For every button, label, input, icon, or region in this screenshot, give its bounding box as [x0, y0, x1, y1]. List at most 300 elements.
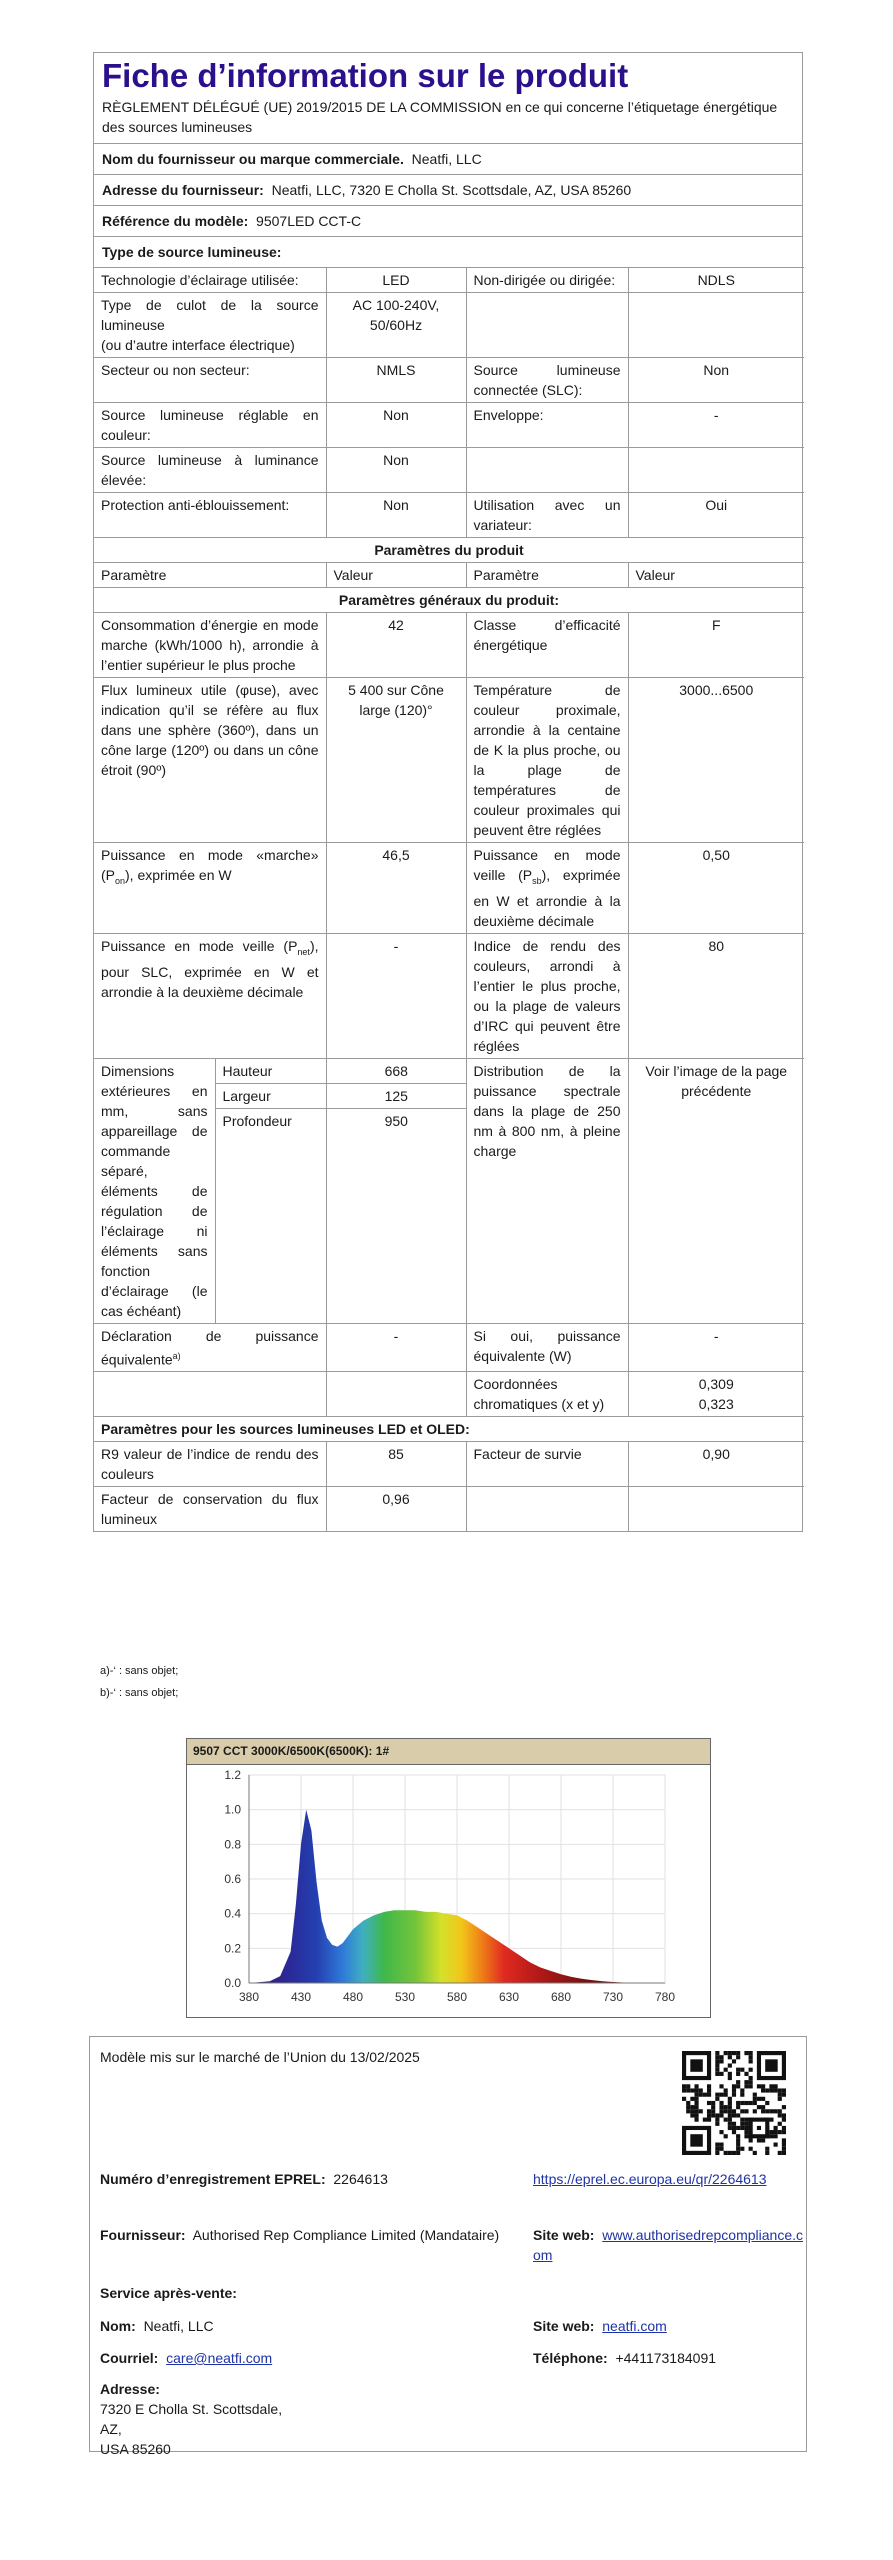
qr-module: [711, 2101, 715, 2105]
address-line-3: USA 85260: [100, 2441, 171, 2457]
qr-module: [732, 2084, 736, 2088]
qr-module: [719, 2101, 723, 2105]
qr-module: [774, 2109, 778, 2113]
qr-module: [694, 2093, 698, 2097]
qr-module: [715, 2147, 719, 2151]
qr-module: [707, 2113, 711, 2117]
model-label: Référence du modèle:: [102, 213, 249, 229]
page-title: Fiche d’information sur le produit: [102, 57, 629, 94]
market-supplier-value: Authorised Rep Compliance Limited (Mandataire): [192, 2227, 500, 2243]
name-label: Nom:: [100, 2318, 136, 2334]
standby-power-label: [466, 843, 628, 934]
qr-module: [765, 2151, 769, 2155]
supplier-info-row: [100, 2225, 500, 2245]
qr-module: [719, 2059, 723, 2063]
qr-module: [744, 2101, 748, 2105]
phone-label: Téléphone:: [533, 2350, 608, 2366]
qr-module: [686, 2088, 690, 2092]
qr-module: [749, 2068, 753, 2072]
qr-module: [682, 2088, 686, 2092]
qr-module: [736, 2138, 740, 2142]
qr-module: [736, 2068, 740, 2072]
qr-module: [728, 2055, 732, 2059]
qr-module: [736, 2084, 740, 2088]
consumption-label: Consommation d’énergie en mode marche (kWh/1000 h), arrondie à l’entier supérieur le plus proche: [94, 613, 326, 678]
qr-module: [715, 2063, 719, 2067]
col-header-param: Paramètre: [94, 563, 326, 588]
phone-value: +441173184091: [615, 2350, 717, 2366]
qr-module: [782, 2088, 786, 2092]
qr-module: [682, 2097, 686, 2101]
chroma-y: 0,323: [698, 1396, 734, 1413]
cap-value: AC 100-240V, 50/60Hz: [326, 293, 466, 358]
qr-module: [703, 2118, 707, 2122]
flux-value: 5 400 sur Cône large (120)°: [326, 678, 466, 843]
qr-module: [769, 2118, 773, 2122]
qr-module: [719, 2130, 723, 2134]
survival-label: Facteur de survie: [466, 1442, 628, 1487]
consumption-value: 42: [326, 613, 466, 678]
qr-module: [724, 2118, 728, 2122]
qr-module: [711, 2109, 715, 2113]
empty-cell: [466, 1487, 628, 1532]
qr-module: [744, 2134, 748, 2138]
qr-module: [740, 2101, 744, 2105]
address-line-2: AZ,: [100, 2421, 122, 2437]
glare-value: Non: [326, 493, 466, 538]
qr-module: [782, 2151, 786, 2155]
qr-module: [736, 2143, 740, 2147]
email-link[interactable]: care@neatfi.com: [166, 2350, 273, 2366]
after-sales-heading: Service après-vente:: [100, 2285, 237, 2301]
qr-module: [744, 2051, 748, 2055]
qr-module: [740, 2088, 744, 2092]
x-tick-label: 380: [238, 1990, 260, 2004]
address-label: Adresse du fournisseur:: [102, 182, 264, 198]
height-value: 668: [326, 1059, 466, 1084]
equivalent-power-value: -: [326, 1323, 466, 1372]
equiv-sup: a): [172, 1350, 181, 1361]
supplier-website-link[interactable]: www.authorisedrepcompliance.com: [533, 2227, 804, 2263]
spectral-value: Voir l’image de la page précédente: [628, 1058, 804, 1323]
qr-module: [753, 2097, 757, 2101]
qr-module: [778, 2088, 782, 2092]
col-header-value: Valeur: [326, 563, 466, 588]
qr-module: [749, 2138, 753, 2142]
qr-module: [728, 2151, 732, 2155]
qr-module: [732, 2151, 736, 2155]
qr-module: [699, 2088, 703, 2092]
height-label: Hauteur: [215, 1059, 326, 1084]
qr-module: [719, 2055, 723, 2059]
qr-module: [699, 2093, 703, 2097]
qr-module: [728, 2105, 732, 2109]
qr-module: [711, 2105, 715, 2109]
service-name-value: Neatfi, LLC: [143, 2318, 214, 2334]
eprel-label: Numéro d’enregistrement EPREL:: [100, 2171, 326, 2187]
empty-cell: [326, 1372, 466, 1417]
on-power-sub: on: [115, 875, 126, 886]
energy-class-value: F: [628, 613, 804, 678]
sb-power-sub: sb: [532, 875, 542, 886]
y-tick-label: 1.2: [224, 1768, 241, 1782]
directional-value: NDLS: [628, 268, 804, 293]
qr-module: [753, 2101, 757, 2105]
qr-module: [724, 2068, 728, 2072]
mains-value: NMLS: [326, 358, 466, 403]
service-website-link[interactable]: neatfi.com: [602, 2318, 667, 2334]
qr-module: [694, 2109, 698, 2113]
qr-module: [749, 2051, 753, 2055]
supplier-row: [94, 144, 802, 175]
email-label: Courriel:: [100, 2350, 159, 2366]
qr-module: [778, 2109, 782, 2113]
cri-value: 80: [628, 933, 804, 1058]
qr-module: [774, 2088, 778, 2092]
market-info-box: [89, 2036, 807, 2457]
qr-module: [715, 2118, 719, 2122]
footnote-a: a)-‘ : sans objet;: [100, 1665, 179, 1677]
qr-module: [732, 2093, 736, 2097]
qr-module: [753, 2109, 757, 2113]
spectrum-chart: [186, 1738, 711, 2018]
qr-module: [761, 2084, 765, 2088]
qr-module: [732, 2051, 736, 2055]
qr-module: [736, 2151, 740, 2155]
x-tick-label: 730: [602, 1990, 624, 2004]
footnote-b: b)-‘ : sans objet;: [100, 1687, 179, 1699]
qr-module: [736, 2147, 740, 2151]
glare-label: Protection anti-éblouissement:: [94, 493, 326, 538]
spectrum-plot: [187, 1765, 710, 2018]
qr-module: [782, 2147, 786, 2151]
sb-power-label-b: ), exprimée en W et arrondie à la deuxième décimale: [473, 867, 621, 929]
qr-module: [744, 2122, 748, 2126]
eprel-row: [100, 2169, 388, 2189]
equivalent-w-value: -: [628, 1323, 804, 1372]
flux-label: Flux lumineux utile (φuse), avec indication qu’il se réfère au flux dans une sphère (360º), dans un cône large (120º) ou dans un cône étroit (90º): [94, 678, 326, 843]
chart-title: 9507 CCT 3000K/6500K(6500K): 1#: [187, 1739, 710, 1765]
qr-module: [728, 2051, 732, 2055]
r9-value: 85: [326, 1442, 466, 1487]
qr-module: [694, 2088, 698, 2092]
qr-module: [694, 2105, 698, 2109]
qr-module: [703, 2093, 707, 2097]
qr-module: [749, 2084, 753, 2088]
qr-module: [782, 2143, 786, 2147]
qr-module: [719, 2084, 723, 2088]
qr-module: [694, 2101, 698, 2105]
x-tick-label: 430: [290, 1990, 312, 2004]
qr-module: [778, 2113, 782, 2117]
on-power-label-a: Puissance en mode «marche» (P: [101, 847, 319, 883]
qr-module: [740, 2122, 744, 2126]
qr-module: [694, 2118, 698, 2122]
cap-label-cell: [94, 293, 326, 358]
width-value: 125: [326, 1083, 466, 1108]
x-tick-label: 580: [446, 1990, 468, 2004]
address-line-1: 7320 E Cholla St. Scottsdale,: [100, 2401, 283, 2417]
qr-module: [732, 2059, 736, 2063]
qr-module: [686, 2084, 690, 2088]
mains-label: Secteur ou non secteur:: [94, 358, 326, 403]
qr-module: [782, 2138, 786, 2142]
qr-module: [732, 2126, 736, 2130]
energy-class-label: Classe d’efficacité énergétique: [466, 613, 628, 678]
x-tick-label: 480: [342, 1990, 364, 2004]
qr-module: [724, 2051, 728, 2055]
dimmable-label: Utilisation avec un variateur:: [466, 493, 628, 538]
qr-module: [740, 2093, 744, 2097]
qr-module: [736, 2105, 740, 2109]
y-tick-label: 0.2: [224, 1941, 241, 1956]
qr-module: [732, 2113, 736, 2117]
chroma-x: 0,309: [698, 1376, 734, 1393]
qr-module: [753, 2151, 757, 2155]
x-tick-label: 630: [498, 1990, 520, 2004]
product-params-table: [94, 267, 804, 1531]
qr-module: [728, 2113, 732, 2117]
depth-value: 950: [384, 1112, 408, 1129]
phone-row: [533, 2348, 716, 2368]
qr-module: [782, 2113, 786, 2117]
light-source-type-heading: Type de source lumineuse:: [102, 244, 282, 260]
qr-module: [707, 2084, 711, 2088]
envelope-label: Enveloppe:: [466, 403, 628, 448]
empty-cell: [628, 448, 804, 493]
qr-module: [707, 2101, 711, 2105]
qr-module: [736, 2072, 740, 2076]
net-power-label-b: ), pour SLC, exprimée en W et arrondie à la deuxième décimale: [101, 937, 319, 1000]
qr-module: [765, 2088, 769, 2092]
qr-module: [715, 2122, 719, 2126]
regulation-subtitle: RÈGLEMENT DÉLÉGUÉ (UE) 2019/2015 DE LA COMMISSION en ce qui concerne l’étiquetage énergétique des sources lumineuses: [94, 97, 802, 144]
qr-module: [778, 2151, 782, 2155]
qr-module: [719, 2109, 723, 2113]
qr-module: [774, 2130, 778, 2134]
qr-module: [761, 2138, 765, 2142]
equiv-label-text: Déclaration de puissance équivalente: [101, 1327, 319, 1368]
qr-module: [724, 2093, 728, 2097]
qr-module: [724, 2134, 728, 2138]
on-power-value: 46,5: [326, 843, 466, 934]
equivalent-power-label: [94, 1323, 326, 1372]
qr-module: [715, 2051, 719, 2055]
qr-module: [736, 2080, 740, 2084]
eprel-link[interactable]: https://eprel.ec.europa.eu/qr/2264613: [533, 2171, 767, 2187]
empty-cell: [466, 448, 628, 493]
qr-module: [757, 2126, 761, 2130]
high-luminance-label: Source lumineuse à luminance élevée:: [94, 448, 326, 493]
qr-module: [694, 2084, 698, 2088]
qr-module: [711, 2113, 715, 2117]
qr-module: [740, 2118, 744, 2122]
qr-module: [690, 2088, 694, 2092]
qr-module: [707, 2088, 711, 2092]
eprel-number: 2264613: [333, 2171, 388, 2187]
website-label: Site web:: [533, 2318, 595, 2334]
width-label: Largeur: [215, 1083, 326, 1108]
qr-module: [707, 2109, 711, 2113]
qr-module: [690, 2105, 694, 2109]
supplier-label: Nom du fournisseur ou marque commerciale.: [102, 151, 404, 167]
dimensions-label: Dimensions extérieures en mm, sans appareillage de commande séparé, éléments de régulation de l’éclairage ni éléments sans fonction d’éclairage (le cas échéant): [94, 1059, 215, 1323]
address-value: Neatfi, LLC, 7320 E Cholla St. Scottsdale, AZ, USA 85260: [271, 182, 632, 198]
qr-module: [719, 2143, 723, 2147]
chromaticity-label: Coordonnées chromatiques (x et y): [466, 1372, 628, 1417]
qr-module: [719, 2113, 723, 2117]
qr-module: [682, 2084, 686, 2088]
y-tick-label: 1.0: [224, 1802, 241, 1817]
y-tick-label: 0.8: [224, 1837, 241, 1852]
qr-module: [736, 2113, 740, 2117]
qr-module: [761, 2097, 765, 2101]
qr-module: [744, 2072, 748, 2076]
y-tick-label: 0.0: [224, 1976, 241, 1990]
qr-module: [736, 2134, 740, 2138]
qr-module: [686, 2105, 690, 2109]
qr-module: [707, 2093, 711, 2097]
qr-module: [749, 2080, 753, 2084]
qr-module: [715, 2055, 719, 2059]
qr-module: [728, 2076, 732, 2080]
qr-module: [778, 2097, 782, 2101]
qr-module: [715, 2059, 719, 2063]
cap-label: Type de culot de la source lumineuse: [101, 297, 319, 333]
qr-module: [765, 2101, 769, 2105]
qr-module: [757, 2097, 761, 2101]
qr-module: [774, 2084, 778, 2088]
empty-cell: [94, 1372, 326, 1417]
qr-module: [728, 2097, 732, 2101]
empty-cell: [466, 293, 628, 358]
on-power-label: [94, 843, 326, 934]
qr-module: [728, 2072, 732, 2076]
supplier-website-row: [533, 2225, 803, 2265]
qr-module: [724, 2109, 728, 2113]
colour-value: Non: [326, 403, 466, 448]
survival-value: 0,90: [628, 1442, 804, 1487]
qr-module: [690, 2134, 702, 2146]
x-tick-label: 780: [654, 1990, 676, 2004]
qr-module: [749, 2055, 753, 2059]
y-tick-label: 0.4: [224, 1906, 241, 1921]
qr-module: [740, 2109, 744, 2113]
qr-module: [765, 2059, 777, 2071]
qr-module: [761, 2109, 765, 2113]
qr-module: [761, 2105, 765, 2109]
x-tick-label: 530: [394, 1990, 416, 2004]
qr-module: [782, 2130, 786, 2134]
qr-code[interactable]: [682, 2051, 786, 2155]
envelope-value: -: [628, 403, 804, 448]
qr-module: [749, 2059, 753, 2063]
qr-module: [744, 2109, 748, 2113]
lumen-maintenance-label: Facteur de conservation du flux lumineux: [94, 1487, 326, 1532]
qr-module: [728, 2063, 732, 2067]
general-params-header: Paramètres généraux du produit:: [94, 588, 804, 613]
sb-power-label-a: Puissance en mode veille (P: [473, 847, 621, 883]
qr-module: [761, 2088, 765, 2092]
qr-module: [778, 2130, 782, 2134]
qr-module: [757, 2084, 761, 2088]
email-row: [100, 2348, 272, 2368]
net-standby-label: [94, 933, 326, 1058]
qr-module: [728, 2122, 732, 2126]
chromaticity-value: [628, 1372, 804, 1417]
qr-module: [715, 2097, 719, 2101]
lumen-maintenance-value: 0,96: [326, 1487, 466, 1532]
qr-module: [728, 2126, 732, 2130]
qr-module: [765, 2109, 769, 2113]
connected-label: Source lumineuse connectée (SLC):: [466, 358, 628, 403]
qr-module: [732, 2088, 736, 2092]
address-row: [94, 175, 802, 206]
qr-module: [719, 2105, 723, 2109]
net-power-sub: net: [297, 946, 310, 957]
address-heading: Adresse:: [100, 2381, 160, 2397]
qr-module: [765, 2147, 769, 2151]
qr-module: [686, 2101, 690, 2105]
equivalent-w-label: Si oui, puissance équivalente (W): [466, 1323, 628, 1372]
service-name-row: [100, 2316, 214, 2336]
qr-module: [732, 2130, 736, 2134]
cri-label: Indice de rendu des couleurs, arrondi à l’entier le plus proche, ou la plage de valeurs d’IRC qui peuvent être réglées: [466, 933, 628, 1058]
qr-module: [690, 2059, 702, 2071]
supplier-value: Neatfi, LLC: [411, 151, 482, 167]
tech-label: Technologie d’éclairage utilisée:: [94, 268, 326, 293]
qr-module: [686, 2109, 690, 2113]
qr-module: [724, 2088, 728, 2092]
qr-module: [778, 2122, 782, 2126]
qr-module: [757, 2105, 761, 2109]
qr-module: [736, 2051, 740, 2055]
empty-cell: [628, 1487, 804, 1532]
led-params-header: Paramètres pour les sources lumineuses LED et OLED:: [94, 1417, 804, 1442]
qr-module: [719, 2093, 723, 2097]
cct-label: Température de couleur proximale, arrondie à la centaine de K la plus proche, ou la plage de températures de couleur proximales qui peuvent être réglées: [466, 678, 628, 843]
qr-module: [769, 2109, 773, 2113]
qr-module: [690, 2113, 694, 2117]
placed-on-market-text: Modèle mis sur le marché de l’Union du 13/02/2025: [100, 2049, 420, 2065]
qr-module: [736, 2055, 740, 2059]
qr-module: [690, 2097, 694, 2101]
qr-module: [749, 2076, 753, 2080]
qr-module: [728, 2118, 732, 2122]
qr-module: [774, 2143, 778, 2147]
col-header-param: Paramètre: [466, 563, 628, 588]
empty-cell: [628, 293, 804, 358]
qr-module: [769, 2084, 773, 2088]
tech-value: LED: [326, 268, 466, 293]
qr-module: [715, 2068, 719, 2072]
qr-module: [744, 2080, 748, 2084]
model-row: [94, 206, 802, 237]
col-header-value: Valeur: [628, 563, 804, 588]
dimensions-table: [94, 1059, 466, 1323]
qr-module: [724, 2151, 728, 2155]
qr-module: [749, 2101, 753, 2105]
qr-module: [774, 2134, 778, 2138]
net-standby-value: -: [326, 933, 466, 1058]
qr-module: [782, 2105, 786, 2109]
qr-module: [736, 2101, 740, 2105]
cct-value: 3000...6500: [628, 678, 804, 843]
product-info-sheet: [93, 52, 803, 1532]
spectral-label: Distribution de la puissance spectrale dans la plage de 250 nm à 800 nm, à pleine charge: [466, 1058, 628, 1323]
qr-module: [719, 2147, 723, 2151]
qr-module: [736, 2126, 740, 2130]
